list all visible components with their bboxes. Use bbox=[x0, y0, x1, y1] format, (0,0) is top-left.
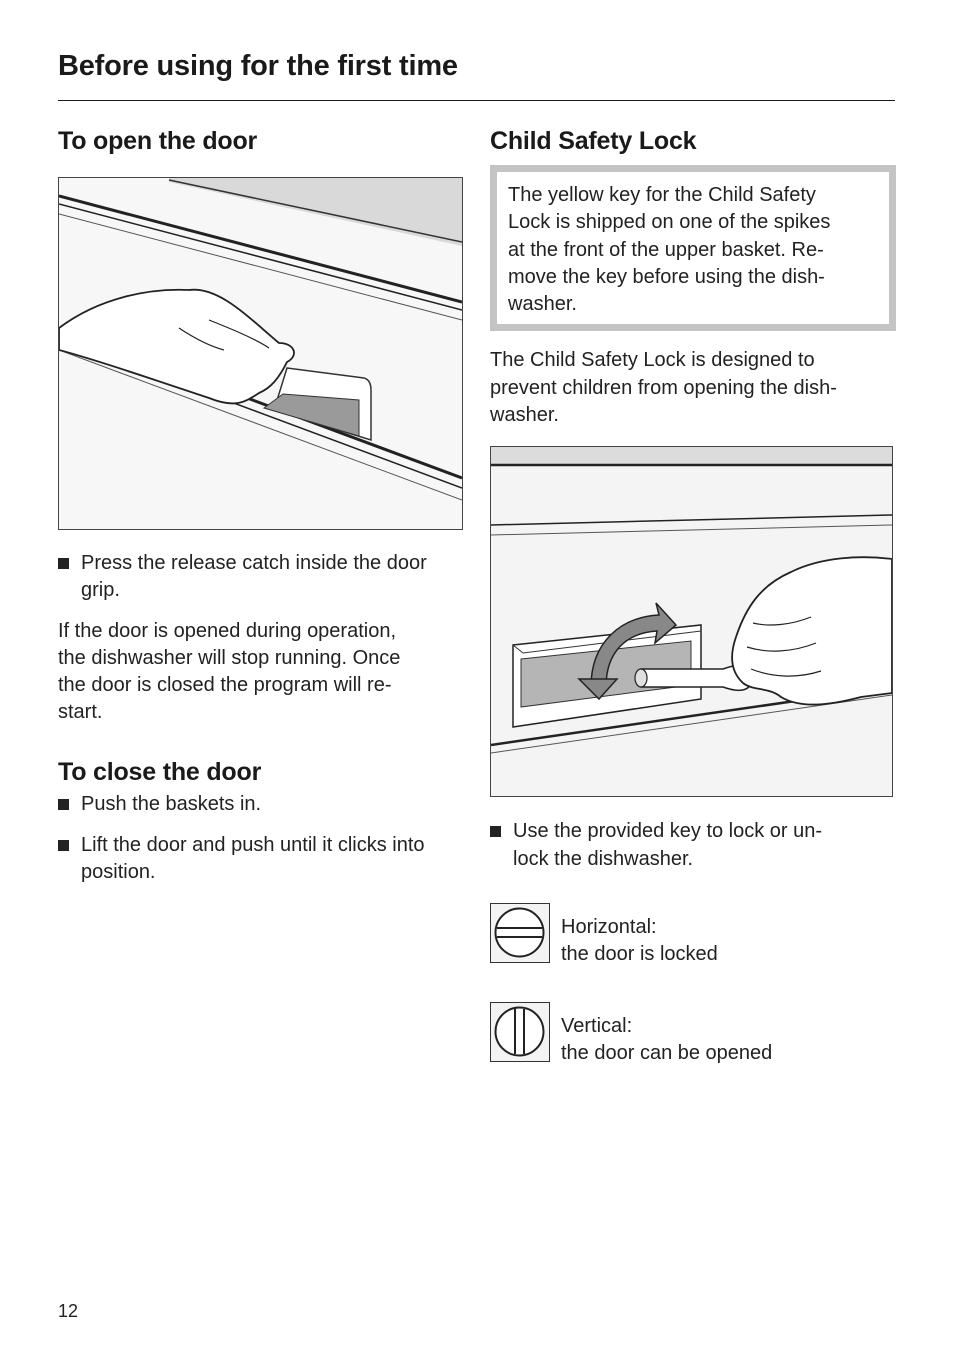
lock-vertical-row bbox=[490, 1002, 895, 1064]
lock-vertical-icon bbox=[490, 1002, 550, 1062]
lock-vertical-label: Vertical: bbox=[561, 1014, 633, 1037]
key-shipping-notice bbox=[490, 165, 896, 331]
lift-door-text: Lift the door and push until it clicks into position. bbox=[81, 834, 425, 884]
lock-horizontal-text bbox=[561, 914, 718, 969]
lift-door-instruction bbox=[58, 832, 461, 887]
push-baskets-text: Push the baskets in. bbox=[81, 792, 262, 815]
close-door-heading: To close the door bbox=[58, 757, 262, 786]
child-lock-heading: Child Safety Lock bbox=[490, 127, 697, 155]
child-lock-intro bbox=[490, 347, 895, 429]
notice-line-3: at the front of the upper basket. Re- bbox=[508, 238, 824, 261]
lock-horizontal-row bbox=[490, 903, 895, 965]
release-catch-text: Press the release catch inside the door grip. bbox=[81, 552, 427, 602]
release-catch-instruction bbox=[58, 550, 461, 605]
page-number: 12 bbox=[58, 1301, 79, 1321]
use-key-line-2: lock the dishwasher. bbox=[513, 847, 694, 870]
notice-line-2: Lock is shipped on one of the spikes bbox=[508, 211, 831, 234]
notice-line-5: washer. bbox=[508, 293, 577, 316]
intro-line-1: The Child Safety Lock is designed to bbox=[490, 349, 815, 372]
intro-line-3: washer. bbox=[490, 404, 559, 427]
lock-horizontal-icon bbox=[490, 903, 550, 963]
lock-horizontal-label: Horizontal: bbox=[561, 915, 657, 938]
lock-horizontal-desc: the door is locked bbox=[561, 943, 718, 966]
right-column bbox=[490, 118, 895, 1064]
lock-vertical-desc: the door can be opened bbox=[561, 1042, 773, 1065]
child-lock-drawing bbox=[491, 447, 892, 796]
door-opened-note-line-1: If the door is opened during operation, bbox=[58, 619, 397, 642]
page-title: Before using for the first time bbox=[58, 50, 458, 82]
notice-line-4: move the key before using the dish- bbox=[508, 265, 825, 288]
title-rule bbox=[58, 100, 895, 101]
lock-vertical-text bbox=[561, 1013, 772, 1068]
open-door-drawing bbox=[59, 178, 462, 529]
use-key-instruction bbox=[490, 818, 895, 873]
open-door-heading: To open the door bbox=[58, 127, 258, 155]
use-key-line-1: Use the provided key to lock or un- bbox=[513, 820, 823, 843]
push-baskets-instruction bbox=[58, 791, 463, 818]
notice-line-1: The yellow key for the Child Safety bbox=[508, 184, 816, 206]
door-opened-note-line-3: the door is closed the program will re- bbox=[58, 674, 392, 697]
open-door-illustration bbox=[58, 177, 463, 530]
intro-line-2: prevent children from opening the dish- bbox=[490, 376, 837, 399]
child-lock-illustration bbox=[490, 446, 893, 797]
left-column bbox=[58, 118, 463, 887]
door-opened-note-line-2: the dishwasher will stop running. Once bbox=[58, 646, 401, 669]
door-opened-note-line-4: start. bbox=[58, 701, 103, 724]
door-opened-note bbox=[58, 618, 463, 727]
